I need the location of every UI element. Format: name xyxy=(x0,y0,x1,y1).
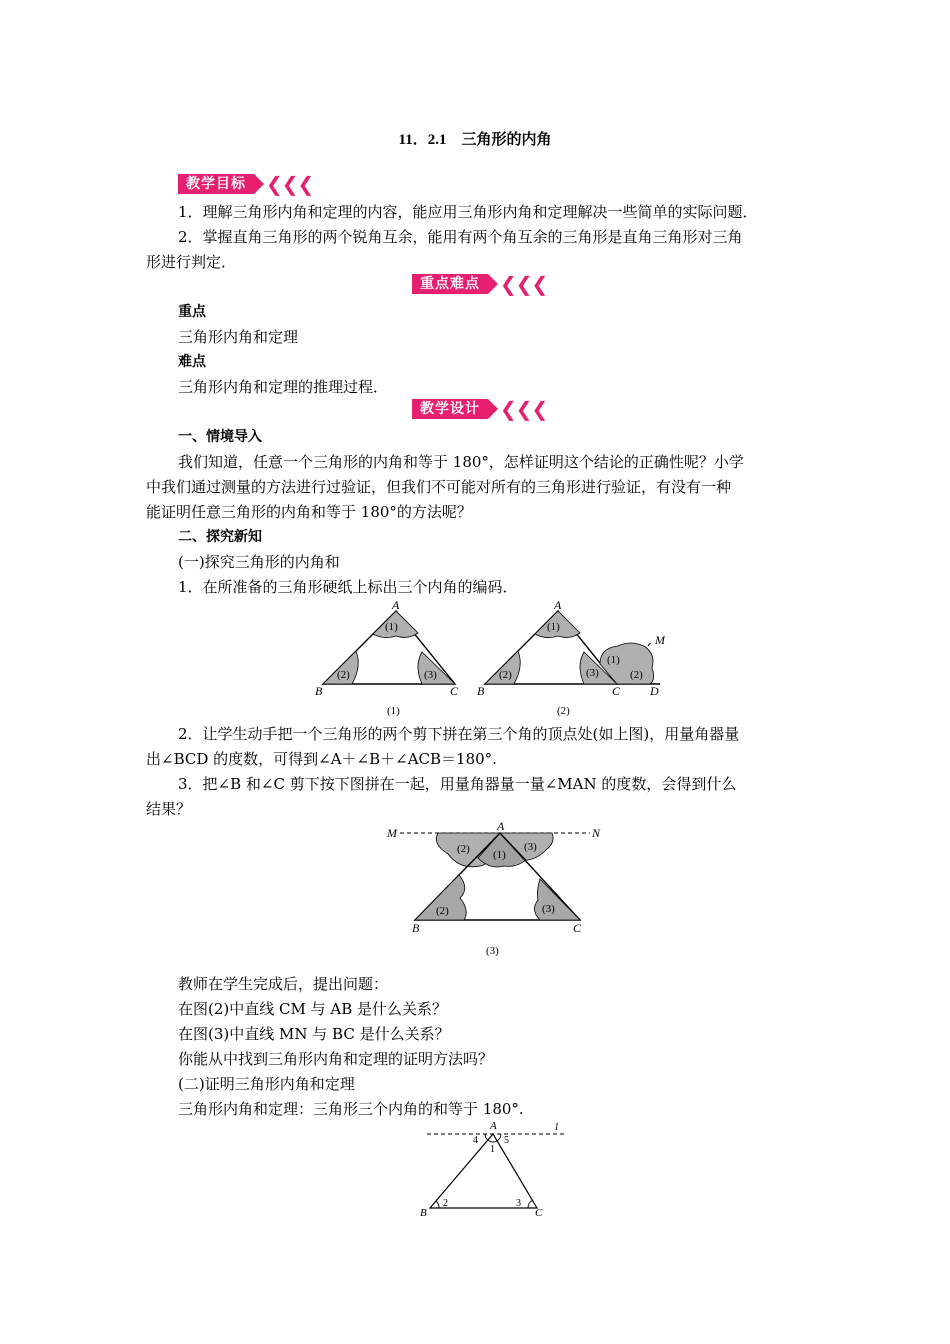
difficulty-text: 三角形内角和定理的推理过程． xyxy=(178,378,389,396)
page-title: 11．2.1 三角形的内角 xyxy=(398,132,552,148)
vertex-a-label: A xyxy=(490,1120,497,1132)
teacher-line-1: 教师在学生完成后，提出问题： xyxy=(178,975,389,993)
banner-objectives xyxy=(178,172,313,196)
angle-3-label: (3) xyxy=(542,903,555,915)
angle-1-label: (1) xyxy=(493,849,506,861)
vertex-c-label: C xyxy=(573,921,582,935)
figure-3-caption: (3) xyxy=(486,945,499,957)
chevrons-icon: ❮❮❮ xyxy=(266,172,314,196)
angle-arc-b xyxy=(436,1201,439,1208)
angle-1-label: (1) xyxy=(385,621,398,633)
banner-objectives-label: 教学目标 xyxy=(178,174,254,194)
chevrons-icon: ❮❮❮ xyxy=(500,397,548,421)
triangle-4 xyxy=(430,1134,537,1208)
section1-line-1: 我们知道，任意一个三角形的内角和等于 180°，怎样证明这个结论的正确性呢？小学 xyxy=(178,453,744,471)
section1-heading: 一、情境导入 xyxy=(178,429,262,445)
vertex-n-label: N xyxy=(592,826,601,840)
vertex-c-label: C xyxy=(535,1207,543,1219)
objective-2-cont: 形进行判定． xyxy=(146,253,237,271)
key-text: 三角形内角和定理 xyxy=(178,328,299,346)
figure-2-caption: (2) xyxy=(557,705,570,717)
step-1: 1．在所准备的三角形硬纸上标出三个内角的编码． xyxy=(178,578,518,596)
section1-line-2: 中我们通过测量的方法进行过验证，但我们不可能对所有的三角形进行验证，有没有一种 xyxy=(146,478,732,496)
banner-key-points xyxy=(412,272,547,296)
angle-2-label: (2) xyxy=(436,905,449,917)
angle-2-label: 2 xyxy=(443,1198,448,1209)
objective-2: 2．掌握直角三角形的两个锐角互余，能用有两个角互余的三角形是直角三角形对三角 xyxy=(178,228,743,246)
step-2-line-2: 出∠BCD 的度数，可得到∠A＋∠B＋∠ACB＝180°. xyxy=(146,750,497,768)
teacher-line-2: 在图(2)中直线 CM 与 AB 是什么关系？ xyxy=(178,1000,448,1018)
teacher-line-3: 在图(3)中直线 MN 与 BC 是什么关系？ xyxy=(178,1025,450,1043)
objective-1: 1．理解三角形内角和定理的内容，能应用三角形内角和定理解决一些简单的实际问题． xyxy=(178,203,758,221)
line-l-label: l xyxy=(555,1121,559,1133)
step-3-line-1: 3．把∠B 和∠C 剪下按下图拼在一起，用量角器量一量∠MAN 的度数，会得到什么 xyxy=(178,775,737,793)
vertex-m-label: M xyxy=(655,633,665,647)
vertex-m-label: M xyxy=(387,826,397,840)
vertex-c-label: C xyxy=(612,684,621,698)
vertex-b-label: B xyxy=(412,921,420,935)
section2-sub2: (二)证明三角形内角和定理 xyxy=(178,1075,355,1093)
step-3-line-2: 结果？ xyxy=(146,800,192,818)
figure-3 xyxy=(380,820,610,960)
vertex-a-label: A xyxy=(497,820,505,833)
figure-4 xyxy=(415,1118,585,1222)
teacher-line-4: 你能从中找到三角形内角和定理的证明方法吗？ xyxy=(178,1050,494,1068)
vertex-b-label: B xyxy=(420,1207,427,1219)
angle-4-label: 4 xyxy=(473,1135,478,1146)
angle-1-label: 1 xyxy=(490,1144,495,1155)
vertex-c-label: C xyxy=(450,684,459,698)
angle-2-label: (2) xyxy=(337,669,350,681)
moved-angle-2-label: (2) xyxy=(630,669,643,681)
moved-angle-1-label: (1) xyxy=(607,654,620,666)
angle-3-label: 3 xyxy=(516,1198,521,1209)
angle-5-label: 5 xyxy=(504,1135,509,1146)
angle-1-label: (1) xyxy=(547,621,560,633)
angle-arc-c xyxy=(528,1200,533,1208)
banner-design xyxy=(412,397,547,421)
banner-design-label: 教学设计 xyxy=(412,399,488,419)
key-heading: 重点 xyxy=(178,304,206,320)
chevrons-icon: ❮❮❮ xyxy=(500,272,548,296)
section1-line-3: 能证明任意三角形的内角和等于 180°的方法呢？ xyxy=(146,503,472,521)
moved-angle-3-label: (3) xyxy=(524,841,537,853)
vertex-d-label: D xyxy=(650,684,659,698)
angle-2-label: (2) xyxy=(499,669,512,681)
banner-key-points-label: 重点难点 xyxy=(412,274,488,294)
step-2-line-1: 2．让学生动手把一个三角形的两个剪下拼在第三个角的顶点处(如上图)，用量角器量 xyxy=(178,725,740,743)
vertex-a-label: A xyxy=(392,598,400,612)
moved-angle-2-label: (2) xyxy=(457,843,470,855)
angle-3-label: (3) xyxy=(424,669,437,681)
figure-2 xyxy=(477,598,666,717)
vertex-b-label: B xyxy=(315,684,323,698)
vertex-a-label: A xyxy=(554,598,562,612)
figure-1 xyxy=(315,598,459,717)
figure-1-caption: (1) xyxy=(387,705,400,717)
section2-heading: 二、探究新知 xyxy=(178,529,262,545)
angle-3-label: (3) xyxy=(586,667,599,679)
section2-sub1: (一)探究三角形的内角和 xyxy=(178,553,340,571)
difficulty-heading: 难点 xyxy=(178,354,206,370)
vertex-b-label: B xyxy=(477,684,485,698)
theorem-text: 三角形内角和定理：三角形三个内角的和等于 180°. xyxy=(178,1100,524,1118)
figures-1-2 xyxy=(300,596,680,722)
